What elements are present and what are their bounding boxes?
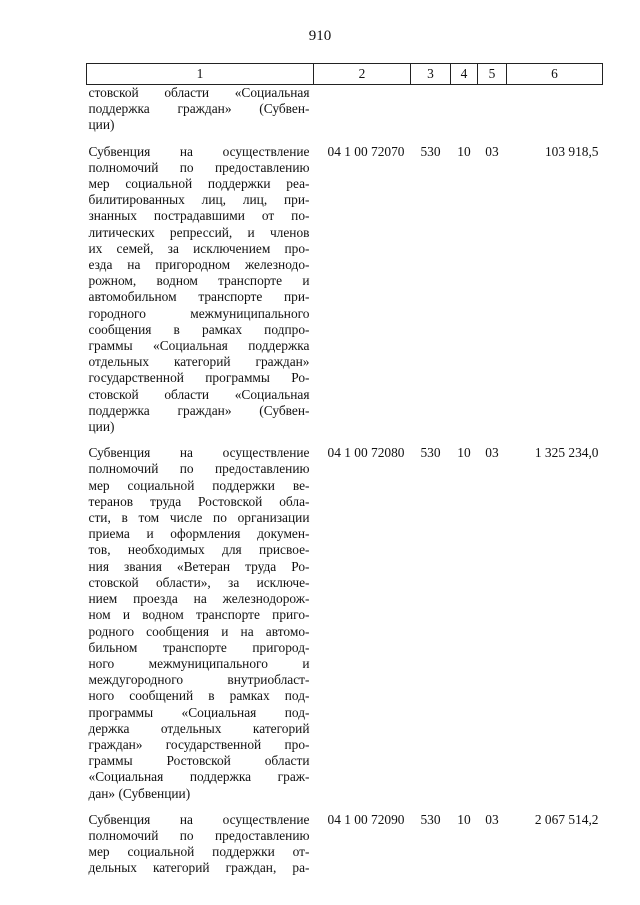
description-line: «Социальная поддержка граж- (88, 769, 310, 785)
description-line: билитированных лиц, лиц, при- (88, 192, 310, 208)
row-section: 10 (457, 143, 471, 159)
row-subsection (478, 85, 507, 144)
description-line: ного межмуниципального и (88, 655, 310, 671)
row-target-code (314, 85, 411, 144)
description-line: ном и водном транспорте приго- (88, 607, 310, 623)
column-header-description: 1 (87, 64, 314, 85)
budget-table (86, 63, 603, 887)
description-line: автомобильном транспорте при- (88, 289, 310, 305)
description-line: литических репрессий, и членов (88, 224, 310, 240)
description-line: ного сообщений в рамках под- (88, 688, 310, 704)
table-body (87, 85, 603, 887)
description-line: ния звания «Ветеран труда Ро- (88, 558, 310, 574)
row-subsection: 03 (485, 811, 499, 827)
description-line: поддержка граждан» (Субвен- (88, 402, 310, 418)
description-line: государственной программы Ро- (88, 370, 310, 386)
description-line: программы «Социальная под- (88, 704, 310, 720)
row-target-code: 04 1 00 72070 (327, 143, 405, 159)
description-line: держка отдельных категорий (88, 720, 310, 736)
description-line: граждан» государственной про- (88, 736, 310, 752)
description-line: отдельных категорий граждан» (88, 354, 310, 370)
description-line: ции) (88, 419, 115, 435)
description-line: полномочий по предоставлению (88, 461, 310, 477)
description-line: знанных пострадавшими от по- (88, 208, 310, 224)
column-header-expense-type: 3 (411, 64, 451, 85)
column-header-section: 4 (451, 64, 478, 85)
row-target-code: 04 1 00 72080 (327, 445, 405, 461)
description-line: граммы «Социальная поддержка (88, 338, 310, 354)
row-section: 10 (457, 811, 471, 827)
description-line: мер социальной поддержки ве- (88, 477, 310, 493)
row-expense-type (411, 85, 451, 144)
row-description (87, 144, 314, 446)
description-line: приема и оформления докумен- (88, 526, 310, 542)
column-header-target-code: 2 (314, 64, 411, 85)
description-line: их семей, за исключением про- (88, 240, 310, 256)
description-line: сообщения в рамках подпро- (88, 321, 310, 337)
description-line: мер социальной поддержки реа- (88, 176, 310, 192)
row-amount: 2 067 514,2 (534, 811, 599, 827)
description-line: междугородного внутриобласт- (88, 672, 310, 688)
description-line: дан» (Субвенции) (88, 785, 191, 801)
description-line: поддержка граждан» (Субвен- (88, 101, 310, 117)
description-line: городного межмуниципального (88, 305, 310, 321)
row-expense-type: 530 (420, 143, 441, 159)
description-line: родного сообщения и на автомо- (88, 623, 310, 639)
row-target-code: 04 1 00 72090 (327, 811, 405, 827)
description-line: полномочий по предоставлению (88, 159, 310, 175)
description-line: езда на пригородном железнодо- (88, 257, 310, 273)
table-row (87, 812, 603, 887)
description-line: стовской области «Социальная (88, 85, 310, 100)
description-line: нием проезда на железнодорож- (88, 591, 310, 607)
row-amount (507, 85, 603, 144)
row-amount: 103 918,5 (544, 143, 599, 159)
row-section: 10 (457, 445, 471, 461)
row-description (87, 445, 314, 811)
description-line: стовской области «Социальная (88, 386, 310, 402)
row-expense-type: 530 (420, 811, 441, 827)
row-subsection: 03 (485, 445, 499, 461)
row-section (451, 85, 478, 144)
description-line: дельных категорий граждан, ра- (88, 860, 310, 876)
row-description (87, 85, 314, 144)
description-line: тов, необходимых для присвое- (88, 542, 310, 558)
table-row (87, 85, 603, 144)
description-line: Субвенция на осуществление (88, 143, 310, 159)
table-row (87, 144, 603, 446)
table-row (87, 445, 603, 811)
row-description (87, 812, 314, 887)
column-header-subsection: 5 (478, 64, 507, 85)
page-number: 910 (308, 28, 332, 44)
description-line: бильном транспорте пригород- (88, 639, 310, 655)
description-line: граммы Ростовской области (88, 753, 310, 769)
description-line: сти, в том числе по организации (88, 510, 310, 526)
row-amount: 1 325 234,0 (534, 445, 599, 461)
description-line: стовской области», за исключе- (88, 574, 310, 590)
description-line: теранов труда Ростовской обла- (88, 493, 310, 509)
description-line: Субвенция на осуществление (88, 445, 310, 461)
description-line: рожном, водном транспорте и (88, 273, 310, 289)
column-header-amount: 6 (507, 64, 603, 85)
description-line: полномочий по предоставлению (88, 827, 310, 843)
description-line: ции) (88, 117, 115, 133)
description-line: Субвенция на осуществление (88, 811, 310, 827)
table-header-row (87, 64, 603, 85)
row-subsection: 03 (485, 143, 499, 159)
description-line: мер социальной поддержки от- (88, 844, 310, 860)
row-expense-type: 530 (420, 445, 441, 461)
